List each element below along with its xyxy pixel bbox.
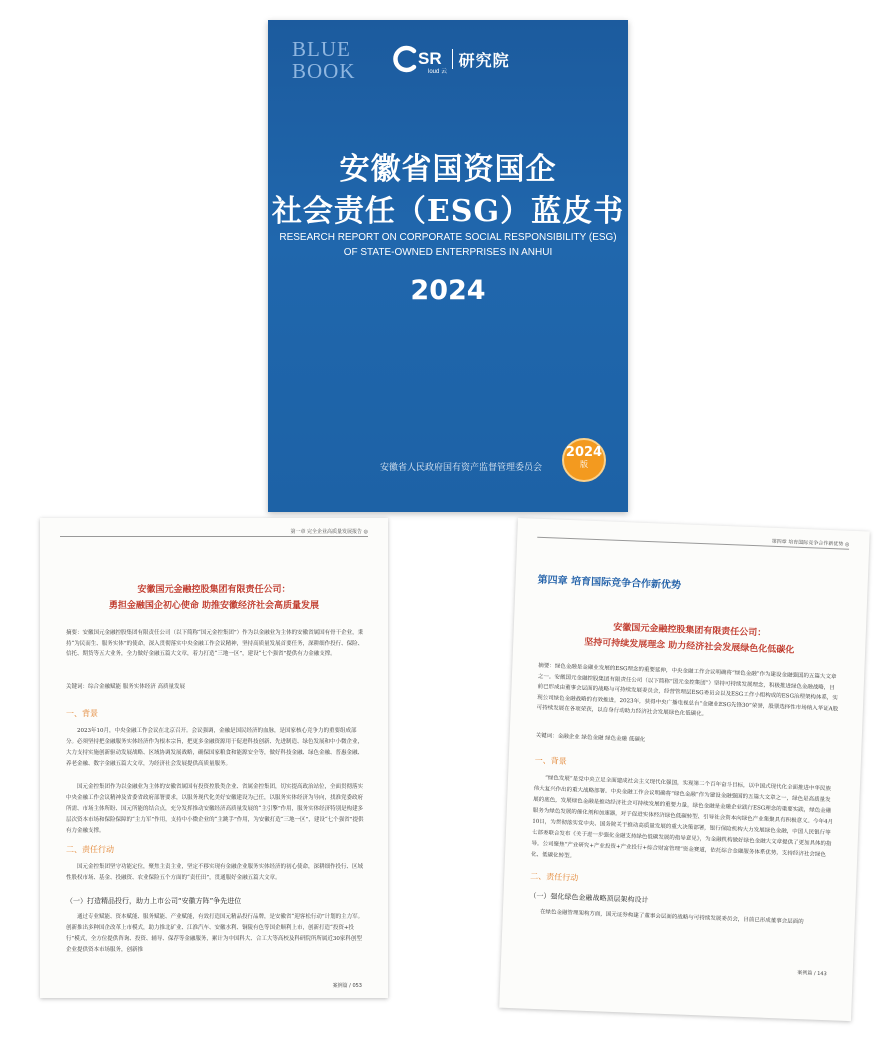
cover-english-title-line2: OF STATE-OWNED ENTERPRISES IN ANHUI [343,247,553,258]
logo-institute-name: 研究院 [458,50,510,70]
edition-badge [562,438,606,482]
logo-divider [452,49,453,69]
keywords: 关键词：综合金融赋能 服务实体经济 高质量发展 [66,684,185,690]
publisher-logo [392,42,518,76]
running-head: 第一章 完全企业高质量发展报告 ◎ [290,529,368,535]
paragraph: 2023年10月，中央金融工作会议在北京召开。会议强调，金融是国民经济的血脉，是国家核心竞争力的重要组成部分。必须坚持把金融服务实体经济作为根本宗旨，把更多金融资源用于促进科技创新、先进制造、绿色发展和中小微企业，大力支持实施创新驱动发展战略、区域协调发展战略，确保国家粮食和能源安全等，做好科技金融、绿色金融、普惠金融、养老金融、数字金融五篇大文章，为经济社会发展提供高质量服务。 [66,728,364,767]
paragraph: 国元金控集团坚守功能定位，聚焦主责主业，坚定不移实现有金融企业服务实体经济的初心使命，深耕细作投行、区域性股权市场、基金、投融资、农业保险五个方面的“责任田”，贯通服好金融五篇大文章。 [66,864,364,881]
article-title-line2: 勇担金融国企初心使命 助推安徽经济社会高质量发展 [108,601,320,611]
left-page [40,518,388,998]
cloud-c-logo-icon [392,44,422,74]
header-rule [60,536,368,537]
badge-year: 2024 [565,445,603,460]
abstract: 摘要：绿色金融是金融业发展的ESG理念的重要延伸，中央金融工作会议明确将“绿色金融”作为建设金融强国的五篇大文章之一。安徽国元金融控股集团有限责任公司（以下简称“国元金控集团”）坚持可持续发展理念，积极推进绿色金融战略，目前已形成由董事会层面的战略与可持续发展委员会，经营管理层ESG委员会以及ESG工作小组构成的ESG治理架构体系，实现公司绿色金融战略的有效推进。2023年，获得中央广播电视总台“金融业ESG先锋30”荣誉，股票选择性市场纳入华证A股可持续发展在各项荣获，以自身行动助力经济社会发展绿色化低碳化。 [536,662,839,718]
keywords: 关键词：金融企业 绿色金融 绿色金融 低碳化 [535,732,646,744]
article-title-line2: 坚持可持续发展理念 助力经济社会发展绿色化低碳化 [583,637,795,656]
section-heading-actions: 二、责任行动 [530,871,579,883]
paragraph: 国元金控集团作为以金融业为主体的安徽省属国有投资控股类企业、省属金控集团，切实提高政治站位，全面贯彻落实中央金融工作会议精神及省委省政府部署要求，以服务现代化美好安徽建设为己任，以服务实体经济为导向，找准党委政府所需、市场主体所盼、国元所能的结合点，充分发挥推动安徽经济高质量发展的“主引擎”作用，服务实体经济特别是构建多层次资本市场和保险保障的“主力军”作用，支持中小微企业的“主跳手”作用，为安徽打造“三地一区”，建设“七个强省”提供有力金融支撑。 [66,784,364,834]
subsection-heading: （一）打造精品投行，助力上市公司“安徽方阵”争先进位 [66,897,242,905]
abstract: 摘要：安徽国元金融控股集团有限责任公司（以下简称“国元金控集团”）作为以金融业为主体的安徽省属国有骨干企业，秉持“为民而生、服务实体”的使命，深入贯彻落实中央金融工作会议精神，坚持高质量发展首要任务，深耕细作投行、保险、信托、期货等五大业务，全力做好金融五篇大文章，着力打造“三地一区”，建设“七个强省”提供有力金融支撑。 [66,630,364,657]
article-title-line1: 安徽国元金融控股集团有限责任公司： [613,622,767,639]
section-heading-actions: 二、责任行动 [66,845,114,854]
paragraph: “绿色发展”是党中央立足全面建成社会主义现代化强国，实现第二个百年奋斗目标，以中国式现代化全面推进中华民族伟大复兴作出的重大战略部署。中央金融工作会议明确将“绿色金融”作为建设金融强国的五篇大文章之一，绿色是高质量发展的底色，发展绿色金融是推动经济社会可持续发展的重要力量。绿色金融是金融企业践行ESG理念的重要实践，绿色金融服务为绿色发展的催化剂和加速器。对于促进实体经济绿色低碳转型、引导社会资本向绿色产业集聚具有积极意义。今年4月10日，为贯彻落实党中央、国务院关于推动高质量发展的重大决策部署，银行保险机构大力发展绿色金融，中国人民银行等七部委联合发布《关于进一步强化金融支持绿色低碳发展的指导意见》，为金融机构做好绿色金融大文章提供了更加具体的指导。公司聚焦“产业研究+产业投资+产业投行+综合财富管理”资金赛道，依托综合金融服务体系优势，支持经济社会绿色化、低碳化转型。 [530,775,834,860]
paragraph: 在绿色金融管理架构方面，国元证券构建了董事会层面的战略与可持续发展委员会，目前已形成董事会层面的 [539,909,804,926]
cover-title-line2: 社会责任（ESG）蓝皮书 [271,194,625,229]
badge-edition: 版 [580,460,588,469]
page-number: 案例篇 / 053 [332,983,362,989]
section-heading-background: 一、背景 [534,755,567,767]
cover-publisher: 安徽省人民政府国有资产监督管理委员会 [380,463,543,473]
right-page [499,518,870,1021]
page-number: 案例篇 / 143 [797,970,827,978]
cover-year: 2024 [410,275,486,306]
book-cover [268,20,628,512]
logo-sr-text: SR [418,49,442,68]
blue-book-label-top: BLUE [292,37,351,61]
logo-sub-text: loud 云 [428,69,448,75]
paragraph: 通过专业赋能、资本赋能、服务赋能、产业赋能，有效打造国元精品投行品牌，是安徽省“迎客松行动”计划的主力军。创新推出多种国企改革上市模式，助力推北矿业、江淮汽车、安徽水利、铜陵有色等国企顺利上市，创新打造“投资+投行”模式，全方位提供咨询、投资、辅导、保荐等金融服务，累计为中国科大、合工大等高校及科研院所所属近30家科创型企业提供资本市场服务，创新推 [66,914,364,953]
chapter-title: 第四章 培育国际竞争合作新优势 [537,574,682,592]
cover-title-line1: 安徽省国资国企 [339,152,557,187]
cover-english-title-line1: RESEARCH REPORT ON CORPORATE SOCIAL RESPONSIBILITY (ESG) [279,232,617,243]
running-head: 第四章 培育国际竞争合作新优势 ◎ [771,538,850,548]
subsection-heading: （一）强化绿色金融战略顶层架构设计 [529,891,649,905]
section-heading-background: 一、背景 [66,709,98,718]
blue-book-label-bottom: BOOK [292,59,356,83]
article-title-line1: 安徽国元金融控股集团有限责任公司： [137,585,291,595]
